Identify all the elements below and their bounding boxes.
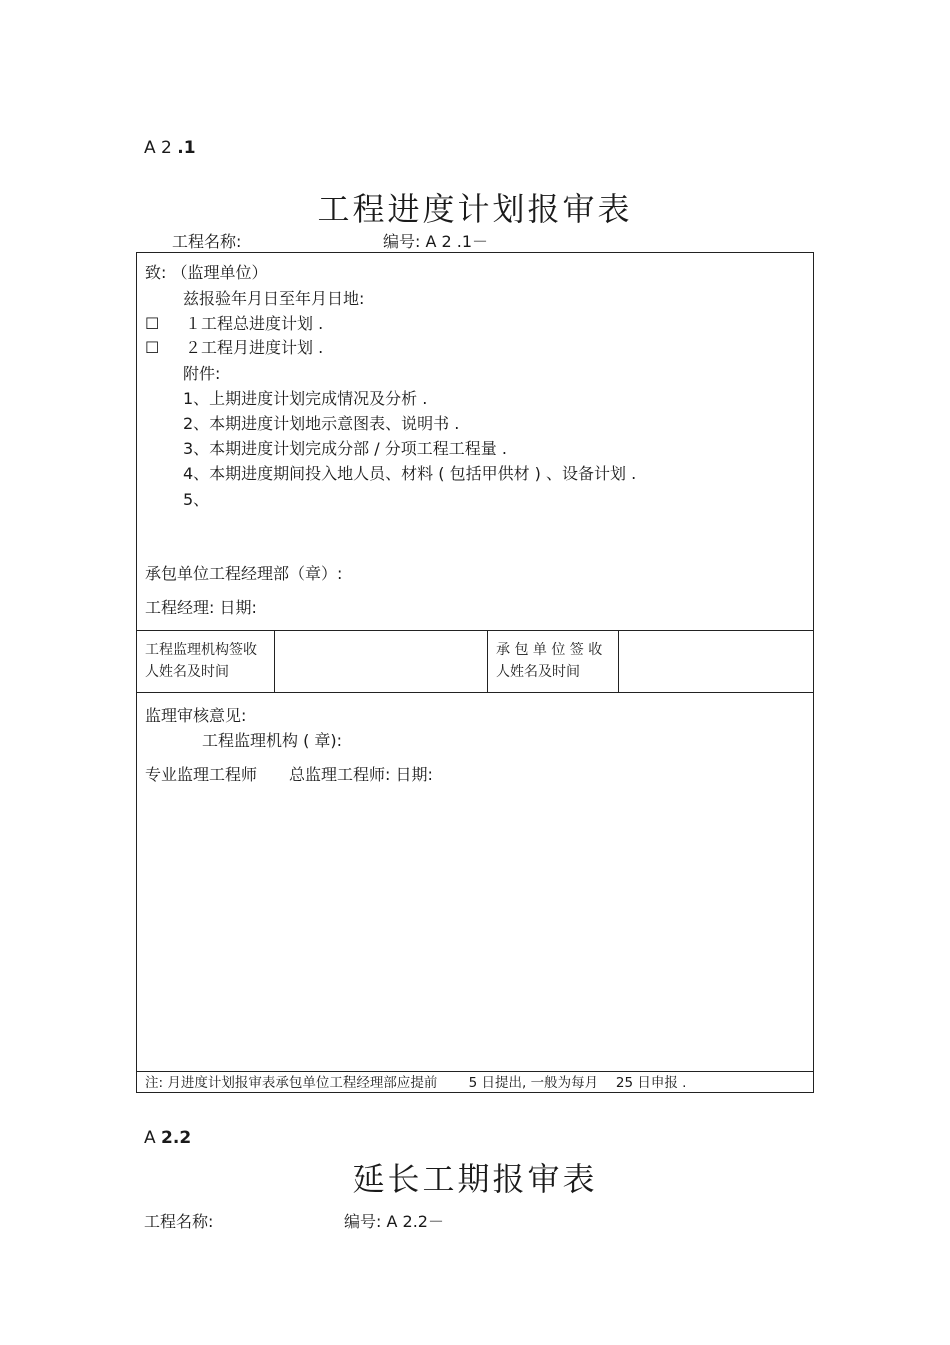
section-2-label-prefix: A <box>144 1128 156 1148</box>
column-divider <box>487 630 488 692</box>
attachment-item: 2、本期进度计划地示意图表、说明书 . <box>183 414 460 433</box>
attachment-item: 3、本期进度计划完成分部 / 分项工程工程量 . <box>183 439 507 458</box>
section-1-title: 工程进度计划报审表 <box>317 190 633 228</box>
row-divider <box>137 630 813 631</box>
checkbox-monthly-plan[interactable] <box>145 338 159 358</box>
section-1-label-suffix: .1 <box>177 138 196 158</box>
engineers-line: 专业监理工程师 总监理工程师: 日期: <box>145 765 433 784</box>
form-number-label-2: 编号: A 2.2－ <box>344 1212 444 1231</box>
project-name-label: 工程名称: <box>172 232 242 251</box>
section-2-label <box>144 1128 191 1148</box>
intro-line: 兹报验年月日至年月日地: <box>183 289 365 308</box>
row-divider <box>137 1071 813 1072</box>
checkbox-monthly-plan-label: ２工程月进度计划 . <box>185 338 324 357</box>
column-divider <box>274 630 275 692</box>
attachment-item: 5、 <box>183 490 210 509</box>
checkbox-icon: ☐ <box>145 314 160 333</box>
form-number-label: 编号: A 2 .1－ <box>383 232 489 251</box>
contractor-sign-label: 承 包 单 位 签 收 人姓名及时间 <box>496 642 603 680</box>
contractor-dept-stamp: 承包单位工程经理部（章）: <box>145 564 343 583</box>
manager-date-line: 工程经理: 日期: <box>145 598 257 617</box>
attachment-item: 4、本期进度期间投入地人员、材料 ( 包括甲供材 ) 、设备计划 . <box>183 464 637 483</box>
addressee-line: 致: （监理单位） <box>145 263 268 282</box>
row-divider <box>137 692 813 693</box>
review-label: 监理审核意见: <box>145 706 247 725</box>
progress-plan-form <box>136 252 814 1093</box>
attachment-item: 1、上期进度计划完成情况及分析 . <box>183 389 428 408</box>
supervisor-sign-field[interactable] <box>282 639 480 683</box>
section-2-label-suffix: 2.2 <box>161 1128 192 1148</box>
section-2-title: 延长工期报审表 <box>352 1160 598 1198</box>
column-divider <box>618 630 619 692</box>
review-org-stamp: 工程监理机构 ( 章): <box>202 731 343 750</box>
attachments-label: 附件: <box>183 364 221 383</box>
form-note: 注: 月进度计划报审表承包单位工程经理部应提前 5 日提出, 一般为每月 25 日申报 . <box>145 1075 687 1091</box>
section-1-label-prefix: A 2 <box>144 138 172 158</box>
contractor-sign-field[interactable] <box>626 639 806 683</box>
supervisor-sign-label: 工程监理机构签收人姓名及时间 <box>145 642 257 680</box>
project-name-label-2: 工程名称: <box>144 1212 214 1231</box>
checkbox-overall-plan-label: １工程总进度计划 . <box>185 314 324 333</box>
checkbox-icon: ☐ <box>145 338 160 357</box>
section-1-label <box>144 138 196 158</box>
checkbox-overall-plan[interactable] <box>145 314 159 334</box>
